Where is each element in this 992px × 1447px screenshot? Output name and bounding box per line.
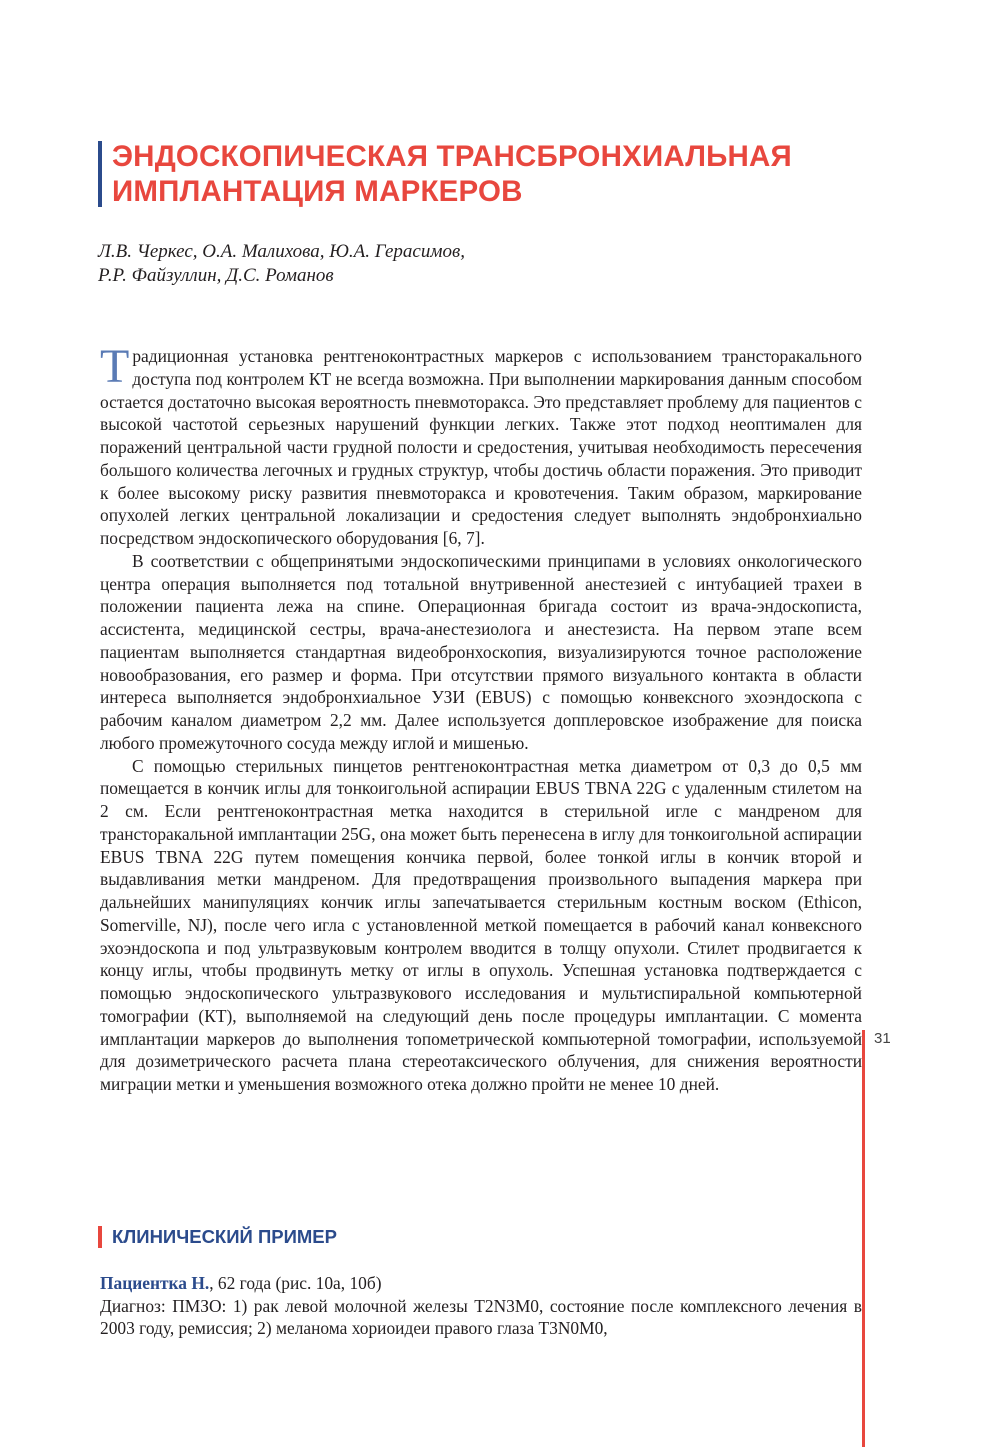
title-accent-bar	[98, 141, 102, 207]
clinical-example	[100, 1272, 862, 1340]
drop-cap: Т	[100, 340, 130, 393]
authors-line-2: Р.Р. Файзуллин, Д.С. Романов	[98, 265, 334, 286]
authors	[98, 240, 858, 288]
patient-label: Пациентка Н.	[100, 1273, 210, 1293]
page-margin-rule	[862, 1030, 865, 1447]
article-body	[100, 340, 862, 1096]
authors-line-1: Л.В. Черкес, О.А. Малихова, Ю.А. Герасимов,	[98, 241, 465, 262]
section-accent-bar	[98, 1226, 102, 1248]
section-heading: КЛИНИЧЕСКИЙ ПРИМЕР	[112, 1226, 337, 1247]
paragraph-1	[100, 340, 862, 550]
article-title-line-2: ИМПЛАНТАЦИЯ МАРКЕРОВ	[112, 175, 523, 208]
article-title	[112, 139, 892, 209]
paragraph-3: С помощью стерильных пинцетов рентгеноконтрастная метка диаметром от 0,3 до 0,5 мм помещается в кончик иглы для тонкоигольной аспирации EBUS TBNA 22G с удаленным стилетом на 2 см. Если рентгеноконтрастная метка находится в стерильной игле с мандреном для трансторакальной имплантации 25G, она может быть перенесена в иглу для тонкоигольной аспирации EBUS TBNA 22G путем помещения кончика первой, более тонкой иглы в кончик второй и выдавливания метки мандреном. Для предотвращения произвольного выпадения маркера при дальнейших манипуляциях кончик иглы запечатывается стерильным костным воском (Ethicon, Somerville, NJ), после чего игла с установленной меткой помещается в рабочий канал конвексного эхоэндоскопа и под ультразвуковым контролем вводится в толщу опухоли. Стилет продвигается к концу иглы, чтобы продвинуть метку от иглы в опухоль. Успешная установка подтверждается с помощью эндоскопического ультразвукового исследования и мультиспиральной компьютерной томографии (КТ), выполняемой на следующий день после процедуры имплантации. С момента имплантации маркеров до выполнения топометрической компьютерной томографии, используемой для дозиметрического расчета плана стереотаксического облучения, для снижения вероятности миграции метки и уменьшения возможного отека должно пройти не менее 10 дней.	[100, 755, 862, 1094]
article-title-line-1: ЭНДОСКОПИЧЕСКАЯ ТРАНСБРОНХИАЛЬНАЯ	[112, 140, 792, 173]
patient-line	[100, 1272, 862, 1295]
diagnosis-text: Диагноз: ПМЗО: 1) рак левой молочной железы T2N3M0, состояние после комплексного лечения в 2003 году, ремиссия; 2) меланома хориоидеи правого глаза T3N0M0,	[100, 1295, 862, 1338]
paragraph-1-text: радиционная установка рентгеноконтрастных маркеров с использованием трансторакального доступа под контролем КТ не всегда возможна. При выполнении маркирования данным способом остается достаточно высокая вероятность пневмоторакса. Это представляет проблему для пациентов с высокой частотой серьезных нарушений функции легких. Также этот подход неоптимален для поражений центральной части грудной полости и средостения, учитывая необходимость пересечения большого количества легочных и грудных структур, чтобы достичь области поражения. Это приводит к более высокому риску развития пневмоторакса и кровотечения. Таким образом, маркирование опухолей легких центральной локализации и средостения следует выполнять эндобронхиально посредством эндоскопического оборудования [6, 7].	[100, 346, 862, 548]
page-number: 31	[874, 1030, 891, 1047]
patient-info: , 62 года (рис. 10а, 10б)	[209, 1273, 382, 1293]
paragraph-2: В соответствии с общепринятыми эндоскопическими принципами в условиях онкологического центра операция выполняется под тотальной внутривенной анестезией с интубацией трахеи в положении пациента лежа на спине. Операционная бригада состоит из врача-эндоскописта, ассистента, медицинской сестры, врача-анестезиолога и анестезиста. На первом этапе всем пациентам выполняется стандартная видеобронхоскопия, визуализируются точное расположение новообразования, его размер и форма. При отсутствии прямого визуального контакта в области интереса выполняется эндобронхиальное УЗИ (EBUS) с помощью конвексного эхоэндоскопа с рабочим каналом диаметром 2,2 мм. Далее используется допплеровское изображение для поиска любого промежуточного сосуда между иглой и мишенью.	[100, 550, 862, 753]
